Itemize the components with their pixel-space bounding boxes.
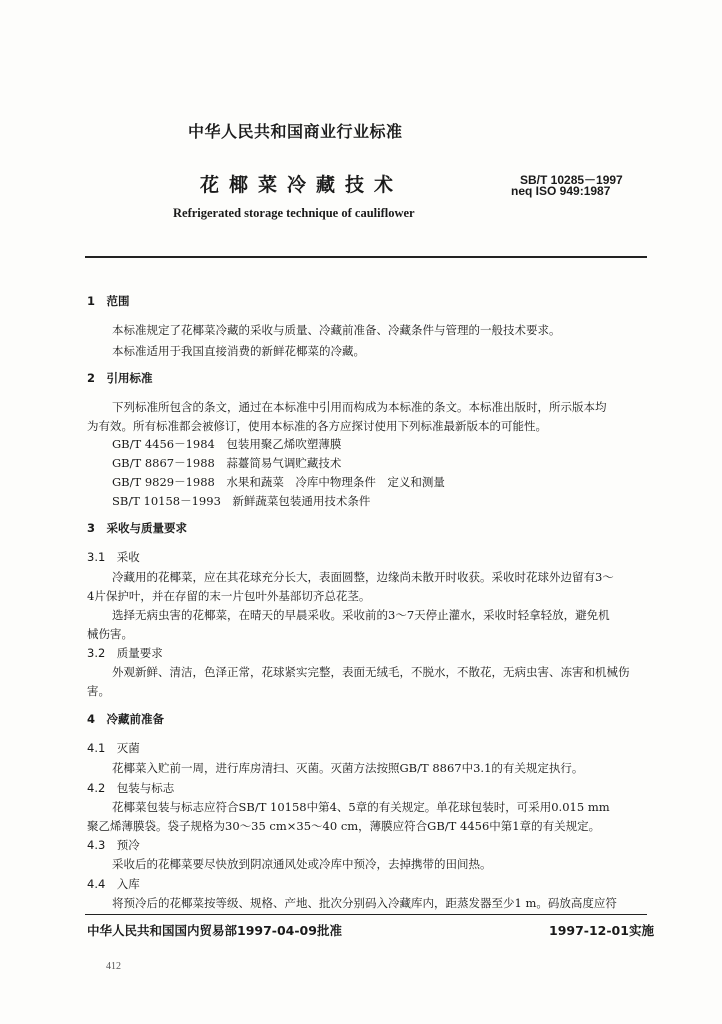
standard-issuer: 中华人民共和国商业行业标准: [188, 122, 403, 141]
section-1-paragraph: 本标准规定了花椰菜冷藏的采收与质量、冷藏前准备、冷藏条件与管理的一般技术要求。: [112, 323, 561, 337]
subsection-4-2-heading: 4.2 包装与标志: [87, 781, 175, 795]
section-1-heading: 1 范围: [87, 294, 130, 308]
section-2-paragraph: 为有效。所有标准都会被修订，使用本标准的各方应探讨使用下列标准最新版本的可能性。: [87, 419, 547, 433]
document-title-chinese: 花椰菜冷藏技术: [200, 174, 404, 196]
standard-equivalence: neq ISO 949:1987: [511, 184, 611, 198]
subsection-4-3-heading: 4.3 预冷: [87, 838, 140, 852]
section-2-heading: 2 引用标准: [87, 371, 153, 385]
page-number: 412: [106, 961, 121, 972]
subsection-4-3-paragraph: 采收后的花椰菜要尽快放到阴凉通风处或冷库中预冷，去掉携带的田间热。: [112, 857, 492, 871]
section-2-paragraph: 下列标准所包含的条文，通过在本标准中引用而构成为本标准的条文。本标准出版时，所示版本均: [112, 400, 607, 414]
section-1-paragraph: 本标准适用于我国直接消费的新鲜花椰菜的冷藏。: [112, 344, 365, 358]
effective-date: 1997-12-01实施: [549, 923, 654, 938]
subsection-4-1-heading: 4.1 灭菌: [87, 741, 140, 755]
subsection-3-1-paragraph: 械伤害。: [87, 627, 133, 641]
document-title-english: Refrigerated storage technique of cauliflower: [173, 206, 415, 220]
section-3-heading: 3 采收与质量要求: [87, 521, 188, 535]
reference-item: GB/T 9829－1988 水果和蔬菜 冷库中物理条件 定义和测量: [112, 475, 445, 489]
subsection-3-1-paragraph: 冷藏用的花椰菜，应在其花球充分长大，表面圆整，边缘尚未散开时收获。采收时花球外边留有3～: [112, 570, 614, 584]
subsection-3-1-paragraph: 选择无病虫害的花椰菜，在晴天的早晨采收。采收前的3～7天停止灌水，采收时轻拿轻放，避免机: [112, 608, 610, 622]
subsection-4-2-paragraph: 聚乙烯薄膜袋。袋子规格为30～35 cm×35～40 cm，薄膜应符合GB/T 4456中第1章的有关规定。: [87, 819, 601, 833]
subsection-3-2-paragraph: 外观新鲜、清洁，色泽正常，花球紧实完整，表面无绒毛，不脱水，不散花，无病虫害、冻害和机械伤: [112, 665, 630, 679]
subsection-4-1-paragraph: 花椰菜入贮前一周，进行库房清扫、灭菌。灭菌方法按照GB/T 8867中3.1的有关规定执行。: [112, 761, 584, 775]
subsection-4-4-paragraph: 将预冷后的花椰菜按等级、规格、产地、批次分别码入冷藏库内，距蒸发器至少1 m。码放高度应符: [112, 896, 617, 910]
subsection-3-1-heading: 3.1 采收: [87, 550, 140, 564]
reference-item: GB/T 8867－1988 蒜薹简易气调贮藏技术: [112, 456, 342, 470]
subsection-4-2-paragraph: 花椰菜包装与标志应符合SB/T 10158中第4、5章的有关规定。单花球包装时，可采用0.015 mm: [112, 800, 610, 814]
subsection-4-4-heading: 4.4 入库: [87, 877, 140, 891]
reference-item: GB/T 4456－1984 包装用聚乙烯吹塑薄膜: [112, 437, 342, 451]
approval-statement: 中华人民共和国国内贸易部1997-04-09批准: [87, 923, 342, 938]
subsection-3-2-heading: 3.2 质量要求: [87, 646, 163, 660]
footer-divider: [85, 914, 647, 915]
standard-code: SB/T 10285－1997: [520, 173, 623, 187]
subsection-3-2-paragraph: 害。: [87, 684, 110, 698]
header-divider: [85, 256, 647, 258]
subsection-3-1-paragraph: 4片保护叶，并在存留的末一片包叶外基部切齐总花茎。: [87, 589, 371, 603]
section-4-heading: 4 冷藏前准备: [87, 712, 165, 726]
reference-item: SB/T 10158－1993 新鲜蔬菜包装通用技术条件: [112, 494, 371, 508]
